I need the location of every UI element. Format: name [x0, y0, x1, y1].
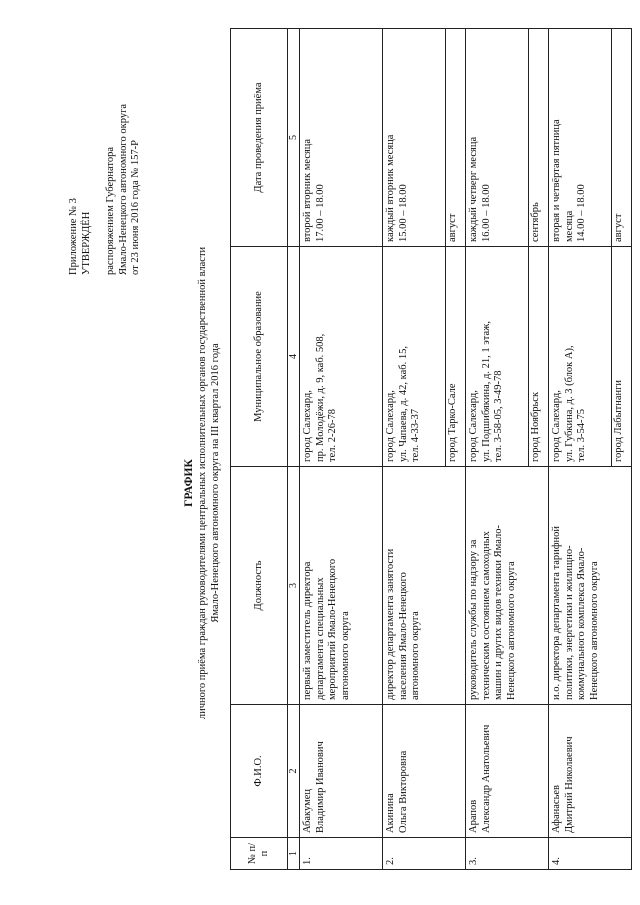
schedule-line: второй вторник месяца [302, 138, 313, 242]
position-line: техническим состоянием самоходных [480, 531, 492, 700]
schedule-table [230, 28, 632, 870]
approval-stamp [68, 104, 143, 275]
schedule-line: 15.00 – 18.00 [397, 184, 409, 242]
address-line: город Салехард, [302, 390, 313, 462]
position-line: Ненецкого автономного округа [588, 561, 600, 700]
address-line: город Салехард, [385, 390, 396, 462]
extra-place: город Тарко-Сале [445, 247, 461, 466]
position-line: департамента специальных [314, 577, 326, 700]
address-block [466, 247, 528, 466]
extra-place: город Лабытнанги [611, 247, 627, 466]
address-line: город Салехард, [551, 390, 562, 462]
address-block [383, 247, 445, 466]
municipality-cell [300, 247, 383, 467]
extra-date: август [445, 29, 461, 246]
name-line: Ольга Викторовна [397, 750, 409, 833]
header-name: Ф.И.О. [231, 705, 288, 838]
column-number: 1 [288, 838, 300, 870]
position-cell [300, 467, 383, 705]
address-line: ул. Губкина, д. 3 (блок А), [563, 345, 575, 462]
address-block [300, 247, 362, 466]
column-number-row [288, 29, 300, 870]
schedule-block [466, 29, 528, 246]
header-date: Дата проведения приёма [231, 29, 288, 247]
name-line: Владимир Иванович [314, 741, 326, 833]
schedule-line: каждый вторник месяца [385, 134, 396, 242]
schedule-line: вторая и четвёртая пятница [551, 119, 562, 242]
subtitle-line: личного приёма граждан руководителями центральных исполнительных органов государственной власти [197, 246, 208, 720]
approval-line: от 23 июня 2016 года № 157-Р [130, 140, 141, 275]
name-line: Акинина [385, 793, 396, 833]
position-cell [466, 467, 549, 705]
person-name [383, 705, 466, 838]
column-number: 2 [288, 705, 300, 838]
approval-line: УТВЕРЖДЁН [80, 211, 92, 275]
header-municipality: Муниципальное образование [231, 247, 288, 467]
address-line: тел. 4-33-37 [410, 409, 421, 462]
table-row [300, 29, 383, 870]
row-number: 3. [466, 838, 549, 870]
position-cell [549, 467, 632, 705]
name-line: Абакумец [302, 788, 313, 833]
position-line: руководитель службы по надзору за [468, 539, 479, 700]
table-header-row [231, 29, 288, 870]
position-line: политики, энергетики и жилищно- [563, 545, 575, 700]
address-line: тел. 3-58-05, 3-49-78 [493, 370, 504, 462]
address-block [549, 247, 611, 466]
schedule-line: каждый четверг месяца [468, 136, 479, 242]
name-line: Дмитрий Николаевич [563, 736, 575, 833]
position-line: директор департамента занятости [385, 548, 396, 700]
position-line: первый заместитель директора [302, 561, 313, 700]
schedule-block [300, 29, 362, 246]
name-line: Афанасьев [551, 785, 562, 833]
municipality-cell [383, 247, 466, 467]
document-subtitle [197, 168, 222, 798]
schedule-block [383, 29, 445, 246]
municipality-cell [549, 247, 632, 467]
schedule-block [549, 29, 611, 246]
address-line: пр. Молодёжи, д. 9, каб. 508, [314, 333, 326, 462]
municipality-cell [466, 247, 549, 467]
column-number: 4 [288, 247, 300, 467]
position-line: мероприятий Ямало-Ненецкого [327, 558, 338, 700]
schedule-table-wrapper [230, 29, 640, 870]
row-number: 2. [383, 838, 466, 870]
name-line: Арапов [468, 799, 479, 833]
extra-date: август [611, 29, 627, 246]
person-name [300, 705, 383, 838]
header-position: Должность [231, 467, 288, 705]
address-line: ул. Подшибякина, д. 21, 1 этаж, [480, 321, 492, 462]
schedule-line: 14.00 – 18.00 [576, 184, 587, 242]
position-line: коммунального комплекса Ямало- [576, 547, 587, 700]
approval-line [93, 104, 105, 275]
subtitle-line: Ямало-Ненецкого автономного округа на III квартал 2016 года [209, 343, 221, 623]
address-line: тел. 3-54-75 [576, 409, 587, 462]
name-line: Александр Анатольевич [480, 724, 492, 833]
schedule-line: 16.00 – 18.00 [480, 184, 492, 242]
approval-line: Приложение № 3 [68, 198, 79, 275]
position-line: машин и других видов техники Ямало- [493, 525, 504, 700]
header-number: № п/п [231, 838, 288, 870]
date-cell [383, 29, 466, 247]
schedule-line: месяца [563, 210, 575, 242]
address-line: ул. Чапаева, д. 42, каб. 15, [397, 346, 409, 462]
document-title: ГРАФИК [183, 459, 195, 507]
table-row [466, 29, 549, 870]
schedule-line: 17.00 – 18.00 [314, 184, 326, 242]
approval-line: распоряжением Губернатора [105, 147, 116, 275]
date-cell [300, 29, 383, 247]
position-line: автономного округа [410, 611, 421, 700]
address-line: тел. 2-26-78 [327, 409, 338, 462]
position-line: Ненецкого автономного округа [505, 561, 517, 700]
approval-line: Ямало-Ненецкого автономного округа [117, 103, 129, 275]
person-name [549, 705, 632, 838]
date-cell [549, 29, 632, 247]
position-line: автономного округа [339, 611, 351, 700]
position-line: и.о. директора департамента тарифной [551, 525, 562, 700]
extra-date: сентябрь [528, 29, 544, 246]
column-number: 3 [288, 467, 300, 705]
position-line: населения Ямало-Ненецкого [397, 572, 409, 700]
person-name [466, 705, 549, 838]
address-line: город Салехард, [468, 390, 479, 462]
position-cell [383, 467, 466, 705]
row-number: 1. [300, 838, 383, 870]
date-cell [466, 29, 549, 247]
row-number: 4. [549, 838, 632, 870]
table-row [383, 29, 466, 870]
table-row [549, 29, 632, 870]
extra-place: город Ноябрьск [528, 247, 544, 466]
column-number: 5 [288, 29, 300, 247]
